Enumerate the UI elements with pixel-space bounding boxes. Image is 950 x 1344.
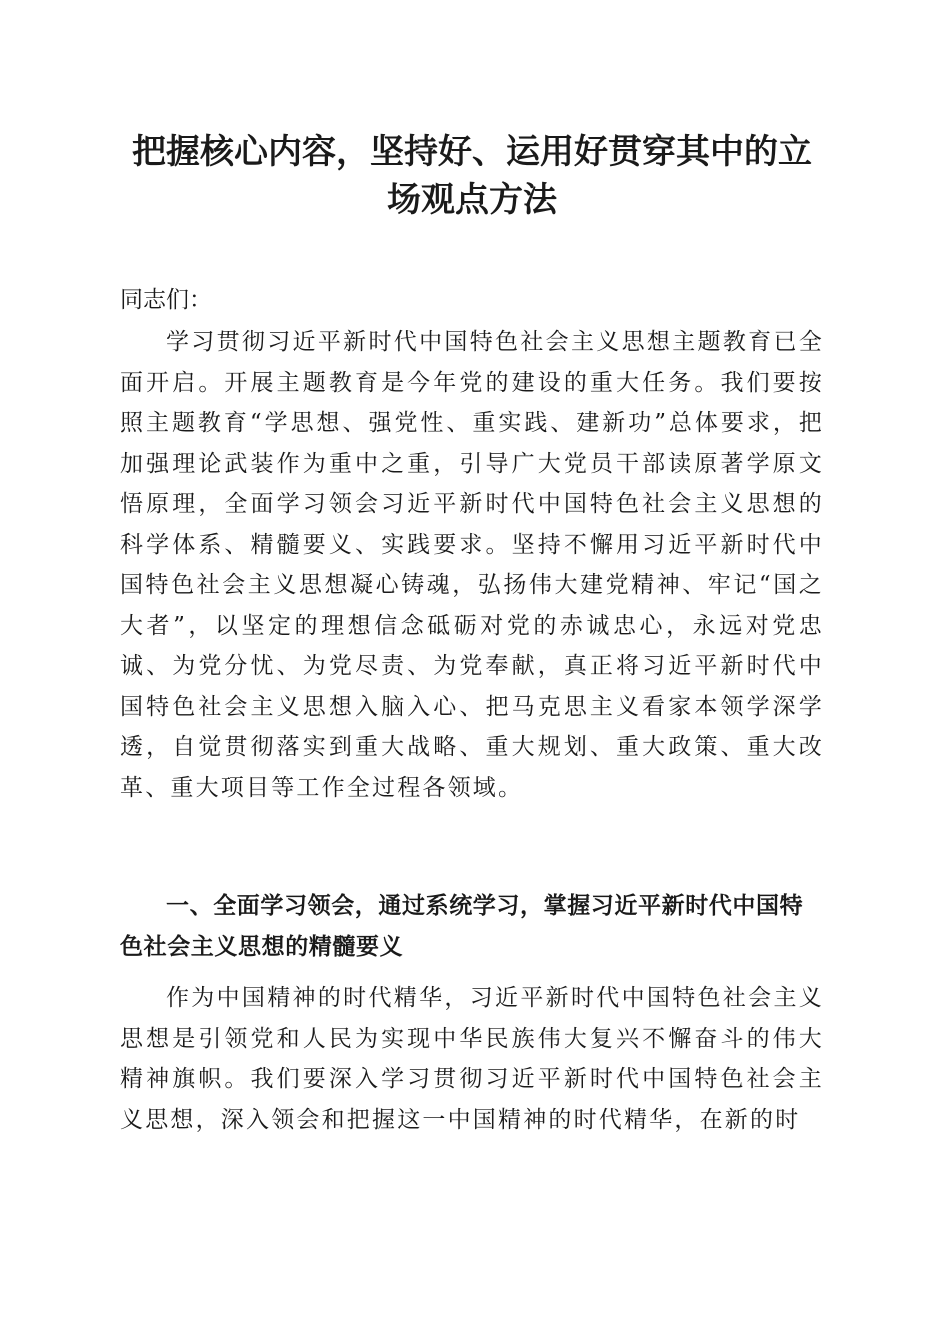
title-line-1: 把握核心内容，坚持好、运用好贯穿其中的立: [132, 132, 812, 172]
body-paragraph-2: 作为中国精神的时代精华，习近平新时代中国特色社会主义思想是引领党和人民为实现中华民族伟大复兴不懈奋斗的伟大精神旗帜。我们要深入学习贯彻习近平新时代中国特色社会主义思想，深入领会和把握这一中国精神的时代精华，在新的时: [120, 985, 824, 1133]
salutation: 同志们：: [120, 287, 212, 313]
title-line-2: 场观点方法: [387, 180, 557, 220]
document-title: [120, 128, 824, 224]
section-heading-1: 一、全面学习领会，通过系统学习，掌握习近平新时代中国特色社会主义思想的精髓要义: [120, 893, 804, 960]
document-page: [120, 128, 824, 1133]
body-paragraph-1: 学习贯彻习近平新时代中国特色社会主义思想主题教育已全面开启。开展主题教育是今年党的建设的重大任务。我们要按照主题教育“学思想、强党性、重实践、建新功”总体要求，把加强理论武装作为重中之重，引导广大党员干部读原著学原文悟原理，全面学习领会习近平新时代中国特色社会主义思想的科学体系、精髓要义、实践要求。坚持不懈用习近平新时代中国特色社会主义思想凝心铸魂，弘扬伟大建党精神、牢记“国之大者”，以坚定的理想信念砥砺对党的赤诚忠心，永远对党忠诚、为党分忧、为党尽责、为党奉献，真正将习近平新时代中国特色社会主义思想入脑入心、把马克思主义看家本领学深学透，自觉贯彻落实到重大战略、重大规划、重大政策、重大改革、重大项目等工作全过程各领域。: [120, 329, 824, 801]
